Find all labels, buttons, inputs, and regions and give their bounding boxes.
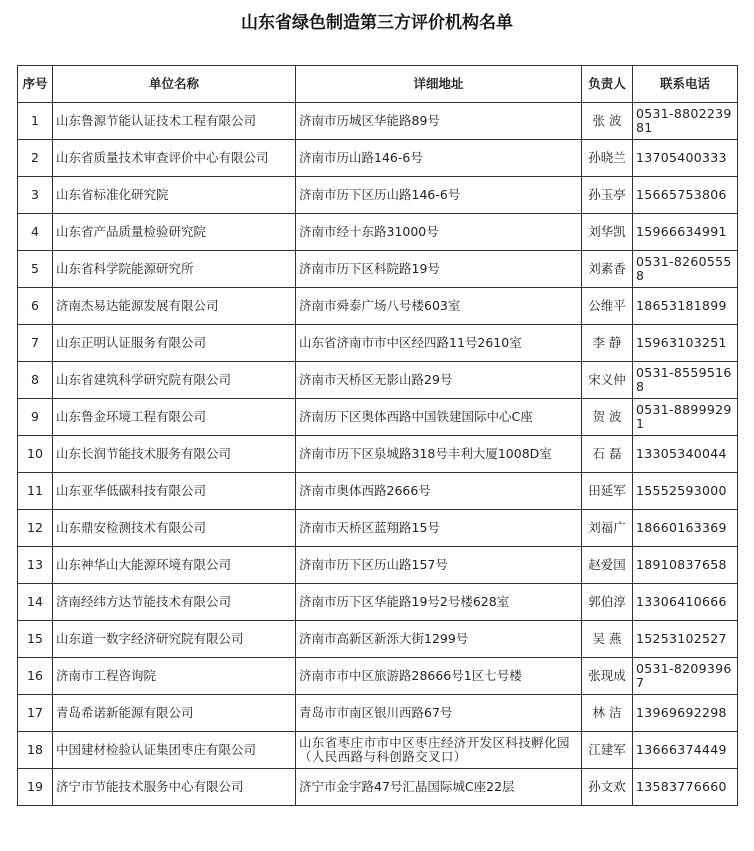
- cell-person: 刘华凯: [582, 214, 633, 251]
- cell-person: 郭伯淳: [582, 584, 633, 621]
- cell-person: 公维平: [582, 288, 633, 325]
- cell-unit-name: 山东长润节能技术服务有限公司: [53, 436, 296, 473]
- table-row: [18, 399, 738, 436]
- cell-phone: 0531-85595168: [633, 362, 738, 399]
- table-row: [18, 214, 738, 251]
- cell-phone: 0531-88999291: [633, 399, 738, 436]
- cell-address: 济南市历城区华能路89号: [296, 103, 582, 140]
- table-row: [18, 621, 738, 658]
- cell-index: 14: [18, 584, 53, 621]
- table-row: [18, 510, 738, 547]
- cell-index: 4: [18, 214, 53, 251]
- cell-index: 17: [18, 695, 53, 732]
- organization-table: [17, 65, 738, 806]
- cell-person: 孙文欢: [582, 769, 633, 806]
- cell-person: 赵爱国: [582, 547, 633, 584]
- cell-index: 18: [18, 732, 53, 769]
- cell-unit-name: 山东省质量技术审查评价中心有限公司: [53, 140, 296, 177]
- cell-unit-name: 山东正明认证服务有限公司: [53, 325, 296, 362]
- cell-address: 济宁市金宇路47号汇晶国际城C座22层: [296, 769, 582, 806]
- cell-phone: 13306410666: [633, 584, 738, 621]
- cell-person: 宋义仲: [582, 362, 633, 399]
- cell-index: 1: [18, 103, 53, 140]
- cell-address: 济南市历下区华能路19号2号楼628室: [296, 584, 582, 621]
- table-row: [18, 140, 738, 177]
- cell-address: 济南市历下区历山路146-6号: [296, 177, 582, 214]
- cell-unit-name: 中国建材检验认证集团枣庄有限公司: [53, 732, 296, 769]
- cell-person: 江建军: [582, 732, 633, 769]
- table-row: [18, 251, 738, 288]
- cell-unit-name: 山东省建筑科学研究院有限公司: [53, 362, 296, 399]
- cell-phone: 18910837658: [633, 547, 738, 584]
- table-row: [18, 547, 738, 584]
- cell-index: 19: [18, 769, 53, 806]
- table-row: [18, 362, 738, 399]
- table-row: [18, 436, 738, 473]
- cell-phone: 15963103251: [633, 325, 738, 362]
- cell-phone: 0531-82605558: [633, 251, 738, 288]
- header-name: 单位名称: [53, 66, 296, 103]
- table-row: [18, 769, 738, 806]
- cell-index: 10: [18, 436, 53, 473]
- cell-phone: 13583776660: [633, 769, 738, 806]
- table-row: [18, 177, 738, 214]
- cell-phone: 15253102527: [633, 621, 738, 658]
- cell-unit-name: 山东道一数字经济研究院有限公司: [53, 621, 296, 658]
- cell-address: 济南市天桥区无影山路29号: [296, 362, 582, 399]
- cell-phone: 13305340044: [633, 436, 738, 473]
- header-person: 负责人: [582, 66, 633, 103]
- cell-address: 青岛市市南区银川西路67号: [296, 695, 582, 732]
- cell-person: 刘素香: [582, 251, 633, 288]
- cell-unit-name: 山东鼎安检测技术有限公司: [53, 510, 296, 547]
- table-row: [18, 288, 738, 325]
- cell-index: 15: [18, 621, 53, 658]
- cell-address: 济南市奥体西路2666号: [296, 473, 582, 510]
- cell-phone: 18660163369: [633, 510, 738, 547]
- cell-address: 山东省济南市市中区经四路11号2610室: [296, 325, 582, 362]
- cell-person: 刘福广: [582, 510, 633, 547]
- cell-index: 3: [18, 177, 53, 214]
- cell-index: 11: [18, 473, 53, 510]
- table-row: [18, 473, 738, 510]
- cell-address: 济南市历下区科院路19号: [296, 251, 582, 288]
- cell-person: 孙晓兰: [582, 140, 633, 177]
- table-header-row: [18, 66, 738, 103]
- cell-person: 吴 燕: [582, 621, 633, 658]
- cell-address: 济南市历山路146-6号: [296, 140, 582, 177]
- table-row: [18, 658, 738, 695]
- cell-address: 山东省枣庄市市中区枣庄经济开发区科技孵化园（人民西路与科创路交叉口）: [296, 732, 582, 769]
- cell-address: 济南历下区奥体西路中国铁建国际中心C座: [296, 399, 582, 436]
- cell-person: 孙玉亭: [582, 177, 633, 214]
- cell-index: 8: [18, 362, 53, 399]
- cell-index: 6: [18, 288, 53, 325]
- cell-unit-name: 山东省科学院能源研究所: [53, 251, 296, 288]
- table-row: [18, 695, 738, 732]
- cell-address: 济南市舜泰广场八号楼603室: [296, 288, 582, 325]
- cell-address: 济南市天桥区蓝翔路15号: [296, 510, 582, 547]
- cell-unit-name: 山东鲁源节能认证技术工程有限公司: [53, 103, 296, 140]
- cell-person: 林 洁: [582, 695, 633, 732]
- cell-index: 12: [18, 510, 53, 547]
- header-phone: 联系电话: [633, 66, 738, 103]
- table-row: [18, 732, 738, 769]
- cell-unit-name: 济南市工程咨询院: [53, 658, 296, 695]
- cell-unit-name: 济宁市节能技术服务中心有限公司: [53, 769, 296, 806]
- cell-address: 济南市市中区旅游路28666号1区七号楼: [296, 658, 582, 695]
- cell-unit-name: 山东亚华低碳科技有限公司: [53, 473, 296, 510]
- cell-unit-name: 山东省标准化研究院: [53, 177, 296, 214]
- cell-index: 16: [18, 658, 53, 695]
- cell-address: 济南市经十东路31000号: [296, 214, 582, 251]
- cell-address: 济南市高新区新泺大街1299号: [296, 621, 582, 658]
- cell-index: 13: [18, 547, 53, 584]
- header-index: 序号: [18, 66, 53, 103]
- table-row: [18, 325, 738, 362]
- cell-phone: 13969692298: [633, 695, 738, 732]
- cell-person: 田延军: [582, 473, 633, 510]
- cell-person: 贺 波: [582, 399, 633, 436]
- cell-index: 9: [18, 399, 53, 436]
- cell-address: 济南市历下区泉城路318号丰利大厦1008D室: [296, 436, 582, 473]
- cell-index: 7: [18, 325, 53, 362]
- cell-phone: 15665753806: [633, 177, 738, 214]
- cell-person: 张 波: [582, 103, 633, 140]
- cell-phone: 13705400333: [633, 140, 738, 177]
- cell-unit-name: 青岛希诺新能源有限公司: [53, 695, 296, 732]
- cell-person: 李 静: [582, 325, 633, 362]
- cell-unit-name: 山东神华山大能源环境有限公司: [53, 547, 296, 584]
- page-title: 山东省绿色制造第三方评价机构名单: [241, 13, 513, 33]
- cell-index: 5: [18, 251, 53, 288]
- table-row: [18, 103, 738, 140]
- header-address: 详细地址: [296, 66, 582, 103]
- cell-phone: 15966634991: [633, 214, 738, 251]
- cell-unit-name: 山东省产品质量检验研究院: [53, 214, 296, 251]
- cell-index: 2: [18, 140, 53, 177]
- table-row: [18, 584, 738, 621]
- cell-phone: 0531-82093967: [633, 658, 738, 695]
- table-body: [18, 103, 738, 806]
- cell-unit-name: 济南杰易达能源发展有限公司: [53, 288, 296, 325]
- cell-unit-name: 济南经纬方达节能技术有限公司: [53, 584, 296, 621]
- cell-phone: 13666374449: [633, 732, 738, 769]
- cell-phone: 15552593000: [633, 473, 738, 510]
- cell-person: 石 磊: [582, 436, 633, 473]
- cell-person: 张现成: [582, 658, 633, 695]
- cell-unit-name: 山东鲁金环境工程有限公司: [53, 399, 296, 436]
- cell-address: 济南市历下区历山路157号: [296, 547, 582, 584]
- cell-phone: 0531-880223981: [633, 103, 738, 140]
- cell-phone: 18653181899: [633, 288, 738, 325]
